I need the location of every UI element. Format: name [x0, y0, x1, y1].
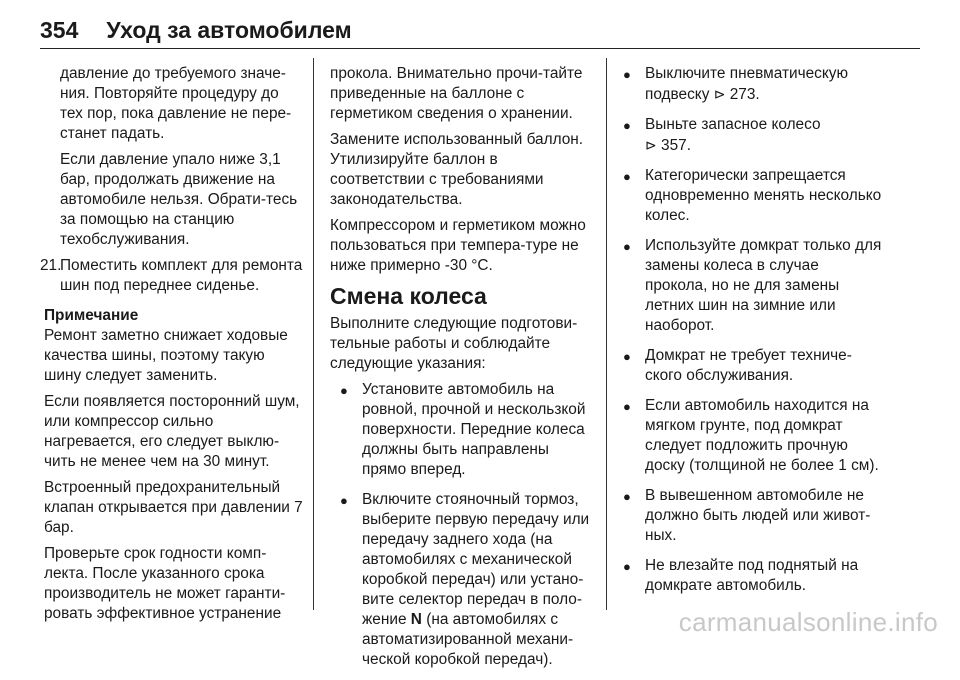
column-2: [330, 64, 592, 680]
paragraph: Замените использованный баллон. Утилизируйте баллон в соответствии с требованиями законодательства.: [330, 131, 584, 208]
list-item: [623, 115, 885, 156]
bullet-icon: ●: [623, 118, 631, 133]
list-item-text: Не влезайте под поднятый на домкрате автомобиль.: [645, 557, 859, 594]
note-title: Примечание: [44, 307, 139, 324]
watermark: carmanualsonline.info: [678, 607, 938, 637]
note-paragraph: Проверьте срок годности комп-лекта. После указанного срока производитель не может гаранти-ровать эффективное устранение: [44, 545, 286, 622]
list-item: [623, 64, 885, 105]
list-item-text: Домкрат не требует техниче-ского обслуживания.: [645, 347, 852, 384]
section-intro: Выполните следующие подготови-тельные работы и соблюдайте следующие указания:: [330, 315, 578, 372]
note-paragraph: Если появляется посторонний шум, или компрессор сильно нагревается, его следует выклю-чить не менее чем на 30 минут.: [44, 393, 300, 470]
list-item-text: Если автомобиль находится на мягком грунте, под домкрат следует подложить прочную доску (толщиной не более 1 см).: [645, 397, 879, 474]
list-item: [623, 236, 885, 336]
note-paragraph: Ремонт заметно снижает ходовые качества шины, поэтому такую шину следует заменить.: [44, 327, 288, 384]
step-number: 21.: [40, 257, 62, 274]
column-divider: [313, 58, 314, 610]
list-item-text: Установите автомобиль на ровной, прочной и нескользкой поверхности. Передние колеса должны быть направлены прямо вперед.: [362, 381, 586, 478]
text-part: Включите стояночный тормоз, выберите первую передачу или передачу заднего хода (на автомобилях с механической коробкой передач) или устано-вите селектор передач в поло-жение: [362, 491, 590, 628]
page-ref[interactable]: 357.: [661, 137, 691, 154]
list-item-text: Категорически запрещается одновременно менять несколько колес.: [645, 167, 882, 224]
list-item: [623, 396, 885, 476]
list-item: [623, 346, 885, 386]
note-paragraph: Встроенный предохранительный клапан открывается при давлении 7 бар.: [44, 479, 303, 536]
list-item-text: [362, 490, 592, 670]
step-21: [40, 256, 304, 296]
column-3: [623, 64, 885, 606]
bullet-icon: ●: [623, 67, 631, 82]
bullet-icon: ●: [340, 383, 348, 398]
text-part: (на автомобилях с автоматизированной механи-ческой коробкой передач).: [362, 611, 574, 668]
paragraph: Если давление упало ниже 3,1 бар, продолжать движение на автомобиле нельзя. Обрати-тесь за помощью на станцию техобслуживания.: [60, 151, 298, 248]
column-divider: [606, 58, 607, 610]
page-ref-icon: ⊳: [645, 137, 657, 153]
list-item: [623, 486, 885, 546]
page-title: Уход за автомобилем: [106, 17, 352, 43]
page-header: [40, 14, 920, 49]
page-ref-icon: ⊳: [713, 86, 726, 102]
list-item: [330, 490, 592, 670]
list-item-text: [645, 115, 885, 156]
section-title: Смена колеса: [330, 283, 487, 309]
list-item: [623, 556, 885, 596]
bullet-icon: ●: [623, 489, 631, 504]
list-item-text: [645, 64, 885, 105]
text-part: Выключите пневматическую подвеску: [645, 65, 849, 103]
text-part: Выньте запасное колесо: [645, 116, 821, 133]
bullet-icon: ●: [623, 239, 631, 254]
gear-position-n: N: [410, 611, 422, 628]
bullet-icon: ●: [623, 349, 631, 364]
bullet-icon: ●: [623, 399, 631, 414]
list-item-text: Используйте домкрат только для замены колеса в случае прокола, но не для замены летних шин на зимние или наоборот.: [645, 237, 882, 334]
paragraph: Компрессором и герметиком можно пользоваться при темпера-туре не ниже примерно -30 °C.: [330, 217, 586, 274]
paragraph: давление до требуемого значе-ния. Повторяйте процедуру до тех пор, пока давление не пере-станет падать.: [60, 65, 292, 142]
step-text: Поместить комплект для ремонта шин под переднее сиденье.: [60, 257, 303, 294]
bullet-icon: ●: [340, 493, 348, 508]
list-item: [623, 166, 885, 226]
bullet-icon: ●: [623, 169, 631, 184]
page-ref[interactable]: 273.: [729, 86, 760, 103]
page-number: 354: [40, 17, 79, 43]
column-1: [40, 64, 304, 630]
paragraph: прокола. Внимательно прочи-тайте приведенные на баллоне с герметиком сведения о хранении.: [330, 65, 583, 122]
bullet-icon: ●: [623, 559, 631, 574]
list-item-text: В вывешенном автомобиле не должно быть людей или живот-ных.: [645, 487, 871, 544]
list-item: [330, 380, 592, 480]
